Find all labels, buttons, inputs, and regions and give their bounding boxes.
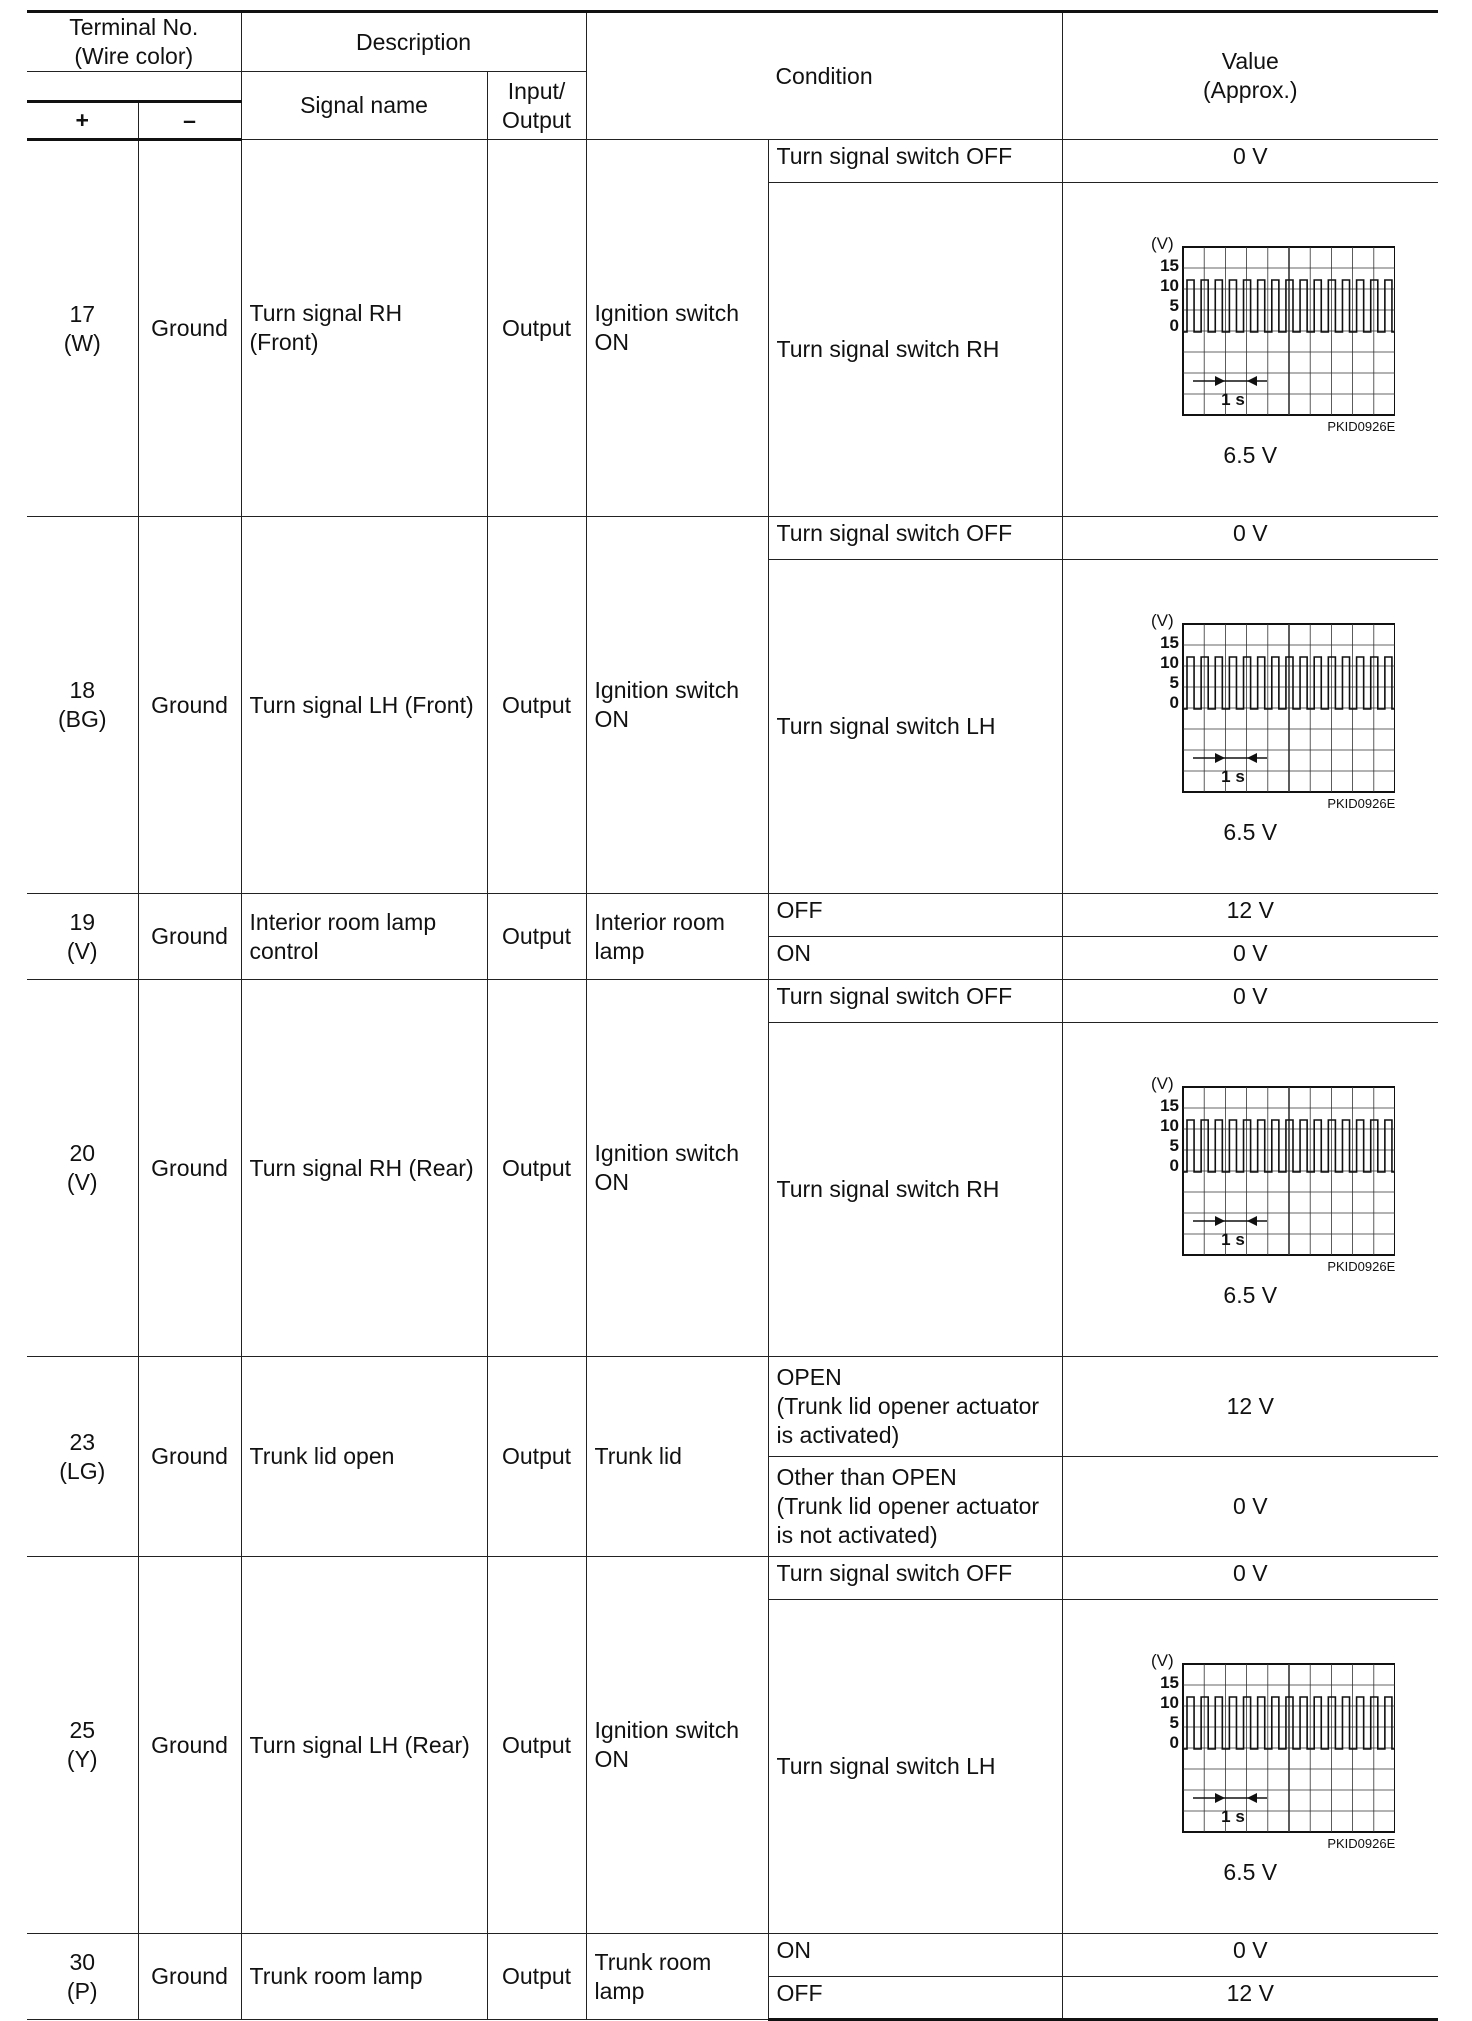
sub-condition-cell: Turn signal switch OFF [768, 1557, 1062, 1600]
value-cell: 0 V [1062, 140, 1438, 183]
waveform-unit: (V) [1151, 234, 1174, 253]
ground-cell: Ground [138, 980, 241, 1357]
figure-code: PKID0926E [1327, 1259, 1396, 1274]
time-arrow-head [1247, 753, 1257, 763]
waveform-tick: 5 [1169, 1713, 1180, 1732]
value-header: Value (Approx.) [1062, 12, 1438, 140]
waveform-tick: 10 [1160, 1116, 1180, 1135]
condition-cell: Ignition switch ON [586, 1557, 768, 1934]
ground-cell: Ground [138, 1557, 241, 1934]
waveform-tick: 15 [1160, 1096, 1180, 1115]
io-cell: Output [487, 1357, 586, 1557]
terminal-cell: 23 (LG) [27, 1357, 138, 1557]
table-row [27, 140, 1438, 183]
table-row [27, 894, 1438, 937]
waveform-tick: 5 [1169, 673, 1180, 692]
waveform-figure [1105, 1646, 1395, 1886]
waveform-graph [1105, 229, 1395, 419]
condition-header: Condition [586, 12, 1062, 140]
sub-condition-cell: OFF [768, 1977, 1062, 2020]
waveform-graph [1105, 1069, 1395, 1259]
time-arrow-head [1247, 1793, 1257, 1803]
waveform-graph [1105, 606, 1395, 796]
waveform-tick: 10 [1160, 276, 1180, 295]
sub-condition-cell: ON [768, 1934, 1062, 1977]
terminal-cell: 19 (V) [27, 894, 138, 980]
value-cell: 12 V [1062, 1977, 1438, 2020]
io-cell: Output [487, 1934, 586, 2020]
waveform-value: 6.5 V [1223, 442, 1278, 468]
signal-name-cell: Trunk lid open [241, 1357, 487, 1557]
sub-condition-cell: Turn signal switch RH [768, 1023, 1062, 1357]
waveform-tick: 0 [1169, 693, 1180, 712]
waveform-unit: (V) [1151, 1074, 1174, 1093]
waveform-tick: 15 [1160, 633, 1180, 652]
waveform-tick: 0 [1169, 1733, 1180, 1752]
value-cell: 0 V [1062, 1934, 1438, 1977]
ground-cell: Ground [138, 1934, 241, 2020]
waveform-tick: 0 [1169, 316, 1180, 335]
sub-condition-cell: Turn signal switch OFF [768, 140, 1062, 183]
table-row [27, 1934, 1438, 1977]
value-cell: 0 V [1062, 980, 1438, 1023]
time-arrow-head [1215, 1793, 1225, 1803]
waveform-tick: 15 [1160, 256, 1180, 275]
value-cell: 0 V [1062, 1557, 1438, 1600]
terminal-header-spacer [27, 72, 241, 102]
table-body [27, 12, 1438, 2020]
minus-header: – [138, 102, 241, 140]
ground-cell: Ground [138, 140, 241, 517]
value-cell: 0 V [1062, 1457, 1438, 1557]
plus-header: + [27, 102, 138, 140]
waveform-tick: 5 [1169, 1136, 1180, 1155]
waveform-tick: 15 [1160, 1673, 1180, 1692]
terminal-header: Terminal No. (Wire color) [27, 12, 241, 72]
value-cell: 0 V [1062, 517, 1438, 560]
waveform-tick: 0 [1169, 1156, 1180, 1175]
table-row [27, 980, 1438, 1023]
sub-condition-cell: OPEN (Trunk lid opener actuator is activated) [768, 1357, 1062, 1457]
value-cell: 12 V [1062, 1357, 1438, 1457]
waveform-unit: (V) [1151, 1651, 1174, 1670]
waveform-value: 6.5 V [1223, 1859, 1278, 1885]
time-arrow-head [1247, 376, 1257, 386]
io-cell: Output [487, 980, 586, 1357]
terminal-cell: 17 (W) [27, 140, 138, 517]
figure-code: PKID0926E [1327, 796, 1396, 811]
time-arrow-head [1215, 1216, 1225, 1226]
header-row [27, 12, 1438, 72]
sub-condition-cell: ON [768, 937, 1062, 980]
waveform-value-cell [1062, 1023, 1438, 1357]
condition-cell: Interior room lamp [586, 894, 768, 980]
sub-condition-cell: Turn signal switch OFF [768, 980, 1062, 1023]
waveform-graph [1105, 1646, 1395, 1836]
waveform-figure [1105, 606, 1395, 846]
ground-cell: Ground [138, 1357, 241, 1557]
figure-code: PKID0926E [1327, 1836, 1396, 1851]
time-label: 1 s [1221, 1230, 1246, 1249]
time-arrow-head [1247, 1216, 1257, 1226]
waveform-tick: 5 [1169, 296, 1180, 315]
io-cell: Output [487, 517, 586, 894]
table-row [27, 1357, 1438, 1457]
waveform-tick: 10 [1160, 1693, 1180, 1712]
waveform-figure [1105, 229, 1395, 469]
waveform-value-cell [1062, 183, 1438, 517]
value-cell: 12 V [1062, 894, 1438, 937]
waveform-value-cell [1062, 560, 1438, 894]
signal-name-cell: Trunk room lamp [241, 1934, 487, 2020]
description-header: Description [241, 12, 586, 72]
time-label: 1 s [1221, 390, 1246, 409]
waveform-tick: 10 [1160, 653, 1180, 672]
signal-name-cell: Turn signal LH (Rear) [241, 1557, 487, 1934]
condition-cell: Trunk lid [586, 1357, 768, 1557]
value-cell: 0 V [1062, 937, 1438, 980]
waveform-value: 6.5 V [1223, 819, 1278, 845]
terminal-cell: 30 (P) [27, 1934, 138, 2020]
sub-condition-cell: OFF [768, 894, 1062, 937]
time-label: 1 s [1221, 1807, 1246, 1826]
condition-cell: Ignition switch ON [586, 980, 768, 1357]
figure-code: PKID0926E [1327, 419, 1396, 434]
signal-name-cell: Turn signal RH (Rear) [241, 980, 487, 1357]
ground-cell: Ground [138, 517, 241, 894]
ground-cell: Ground [138, 894, 241, 980]
signal-name-cell: Turn signal LH (Front) [241, 517, 487, 894]
terminal-table [27, 10, 1438, 2021]
io-cell: Output [487, 894, 586, 980]
condition-cell: Ignition switch ON [586, 517, 768, 894]
condition-cell: Trunk room lamp [586, 1934, 768, 2020]
time-arrow-head [1215, 753, 1225, 763]
sub-condition-cell: Turn signal switch RH [768, 183, 1062, 517]
waveform-value: 6.5 V [1223, 1282, 1278, 1308]
sub-condition-cell: Turn signal switch LH [768, 560, 1062, 894]
condition-cell: Ignition switch ON [586, 140, 768, 517]
time-arrow-head [1215, 376, 1225, 386]
signal-name-cell: Interior room lamp control [241, 894, 487, 980]
table-row [27, 517, 1438, 560]
io-cell: Output [487, 140, 586, 517]
sub-condition-cell: Turn signal switch LH [768, 1600, 1062, 1934]
waveform-figure [1105, 1069, 1395, 1309]
io-header: Input/ Output [487, 72, 586, 140]
signal-name-cell: Turn signal RH (Front) [241, 140, 487, 517]
terminal-cell: 20 (V) [27, 980, 138, 1357]
sub-condition-cell: Turn signal switch OFF [768, 517, 1062, 560]
table-row [27, 1557, 1438, 1600]
waveform-value-cell [1062, 1600, 1438, 1934]
waveform-unit: (V) [1151, 611, 1174, 630]
io-cell: Output [487, 1557, 586, 1934]
sub-condition-cell: Other than OPEN (Trunk lid opener actuator is not activated) [768, 1457, 1062, 1557]
time-label: 1 s [1221, 767, 1246, 786]
terminal-cell: 25 (Y) [27, 1557, 138, 1934]
signal-name-header: Signal name [241, 72, 487, 140]
terminal-cell: 18 (BG) [27, 517, 138, 894]
